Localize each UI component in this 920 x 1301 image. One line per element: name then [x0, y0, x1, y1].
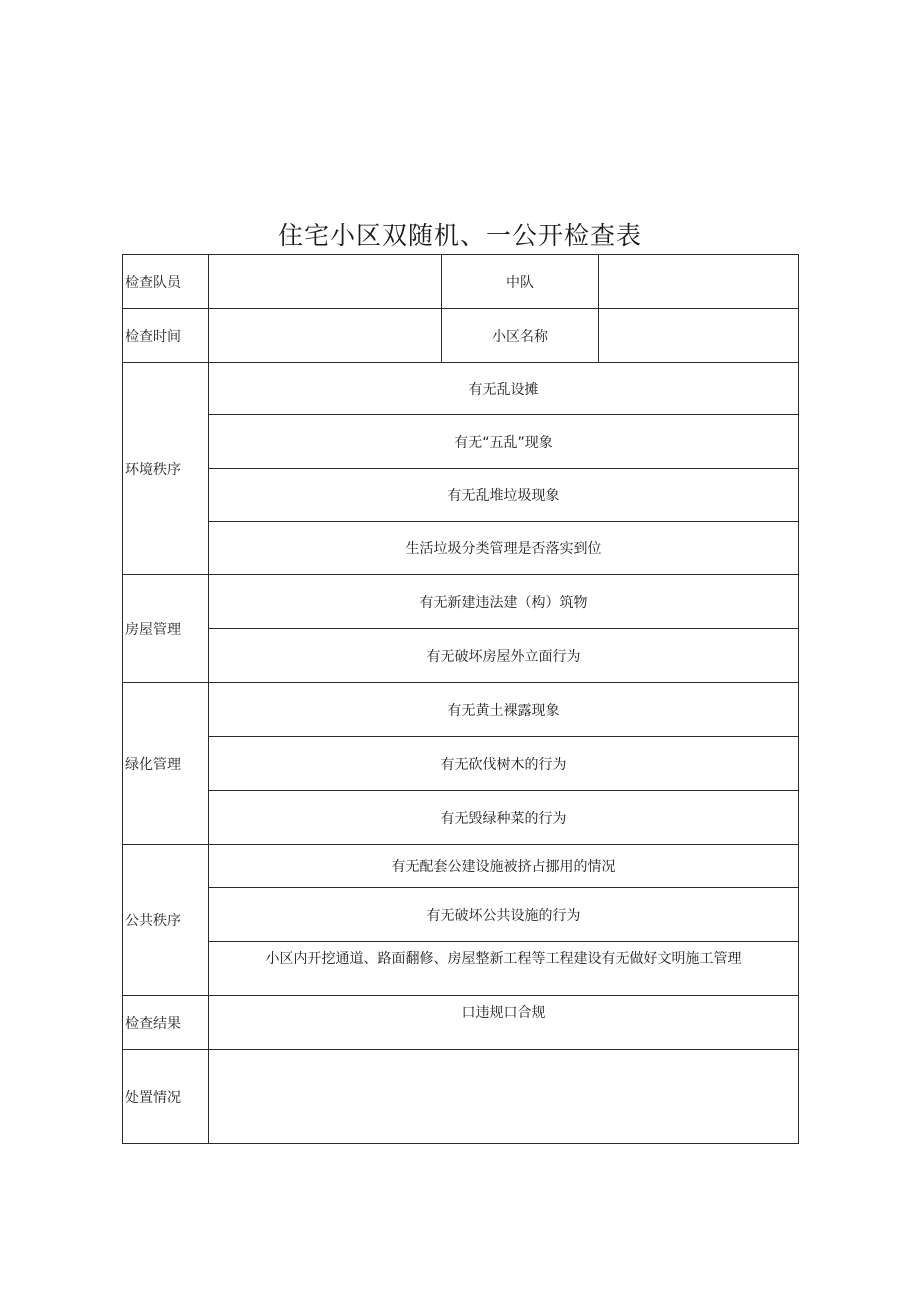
env-item-row	[123, 522, 799, 575]
check-item: 有无配套公建设施被挤占挪用的情况	[209, 845, 799, 888]
disposal-label: 处置情况	[123, 1050, 209, 1144]
housing-item-row	[123, 629, 799, 683]
housing-item-row	[123, 575, 799, 629]
section-label-housing: 房屋管理	[123, 575, 209, 683]
check-item: 有无新建违法建（构）筑物	[209, 575, 799, 629]
inspection-form	[122, 254, 799, 1144]
row-result	[123, 996, 799, 1050]
result-label: 检查结果	[123, 996, 209, 1050]
inspector-field[interactable]	[209, 255, 442, 309]
check-item: 有无黄土裸露现象	[209, 683, 799, 737]
greening-item-row	[123, 683, 799, 737]
check-item: 小区内开挖通道、路面翻修、房屋整新工程等工程建设有无做好文明施工管理	[209, 942, 799, 996]
inspection-time-label: 检查时间	[123, 309, 209, 363]
page-title: 住宅小区双随机、一公开检查表	[277, 221, 642, 250]
greening-item-row	[123, 791, 799, 845]
squad-label: 中队	[442, 255, 599, 309]
community-name-field[interactable]	[599, 309, 799, 363]
check-item: 有无破坏公共设施的行为	[209, 888, 799, 942]
check-item: 生活垃圾分类管理是否落实到位	[209, 522, 799, 575]
inspector-label: 检查队员	[123, 255, 209, 309]
check-item: 有无“五乱”现象	[209, 415, 799, 469]
check-item: 有无破坏房屋外立面行为	[209, 629, 799, 683]
env-item-row	[123, 363, 799, 415]
public-item-row	[123, 888, 799, 942]
community-name-label: 小区名称	[442, 309, 599, 363]
check-item: 有无毁绿种菜的行为	[209, 791, 799, 845]
public-item-row	[123, 845, 799, 888]
check-item: 有无乱堆垃圾现象	[209, 469, 799, 522]
inspection-time-field[interactable]	[209, 309, 442, 363]
env-item-row	[123, 469, 799, 522]
section-label-greening: 绿化管理	[123, 683, 209, 845]
check-item: 有无乱设摊	[209, 363, 799, 415]
check-item: 有无砍伐树木的行为	[209, 737, 799, 791]
disposal-field[interactable]	[209, 1050, 799, 1144]
greening-item-row	[123, 737, 799, 791]
env-item-row	[123, 415, 799, 469]
section-label-public-order: 公共秩序	[123, 845, 209, 996]
row-disposal	[123, 1050, 799, 1144]
section-label-environment: 环境秩序	[123, 363, 209, 575]
public-item-row	[123, 942, 799, 996]
row-inspector	[123, 255, 799, 309]
squad-field[interactable]	[599, 255, 799, 309]
result-options[interactable]: 口违规口合规	[209, 996, 799, 1050]
row-inspection-time	[123, 309, 799, 363]
